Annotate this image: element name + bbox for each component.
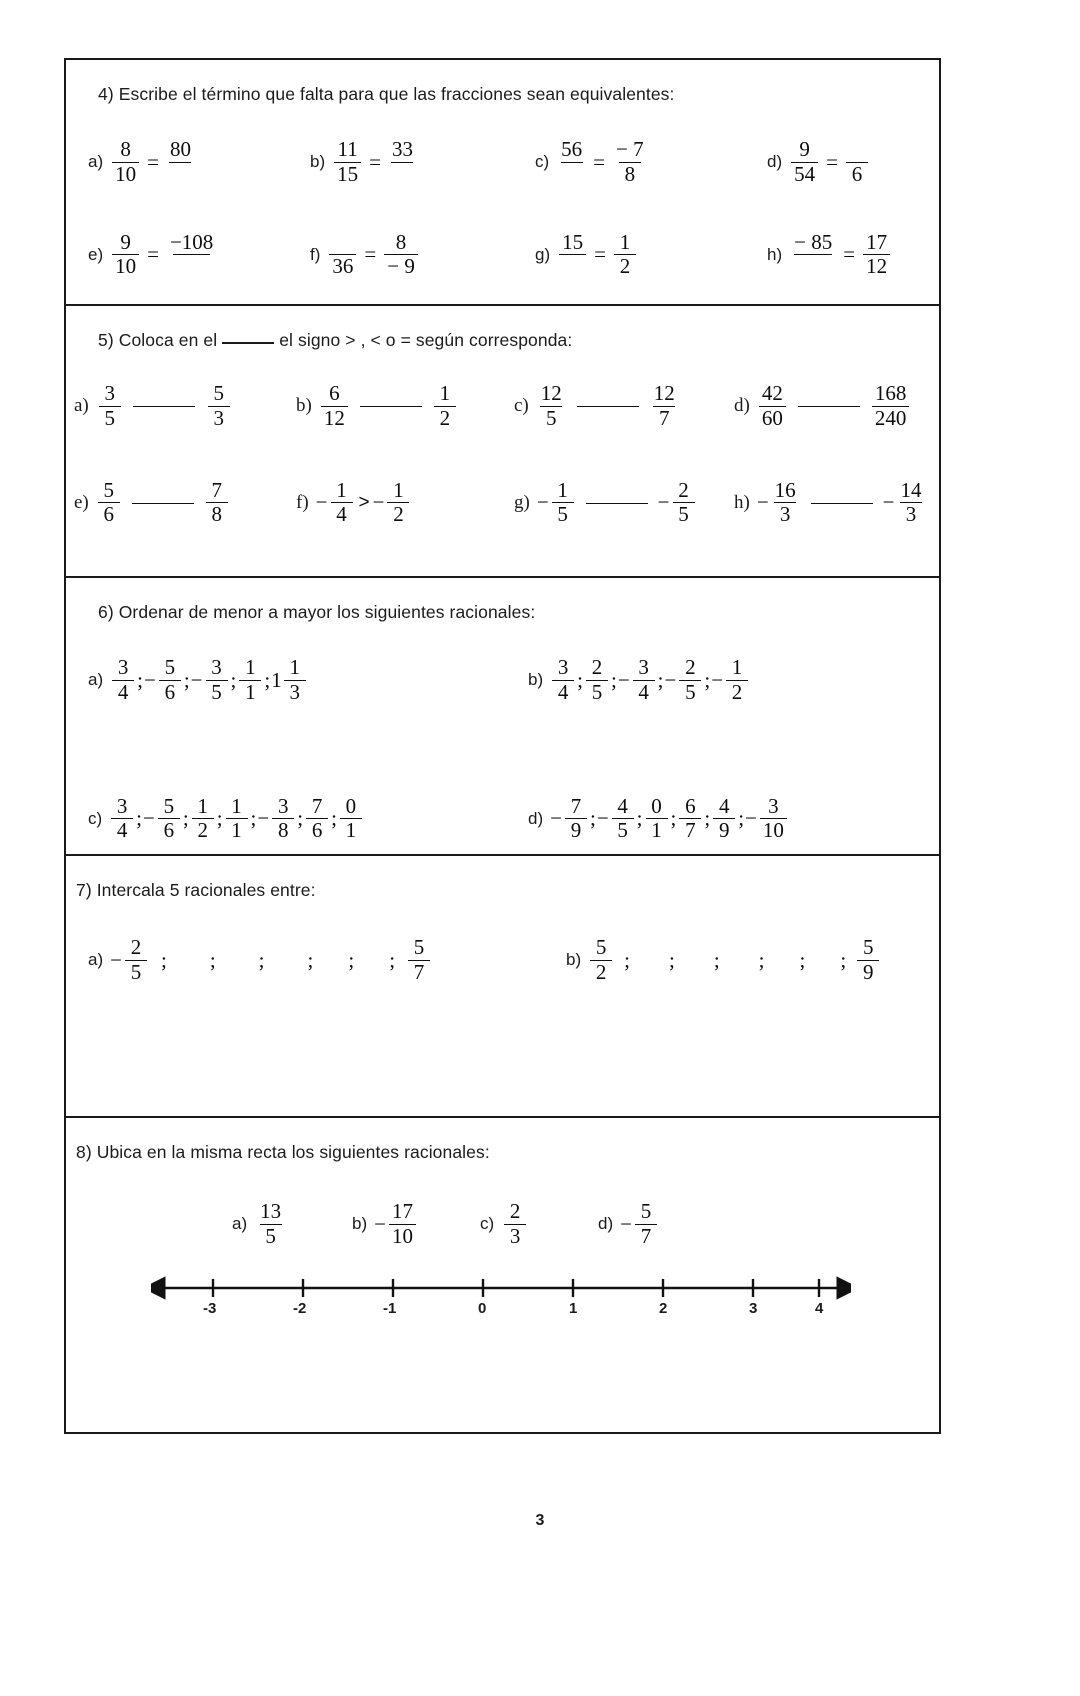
answer-blank[interactable] (133, 405, 195, 407)
equals-sign: = (826, 149, 838, 174)
fraction-right: $\frac{168}{240}$ (872, 383, 910, 430)
term-5: $\frac{3}{8}$ (272, 796, 294, 843)
end-fraction: $\frac{5}{7}$ (408, 937, 430, 984)
fraction-right: 80 (167, 139, 194, 186)
fraction-left: $\frac{1}{5}$ (552, 480, 574, 527)
separator-5: ; (799, 947, 806, 972)
comparison-c (536, 383, 680, 430)
exercise-5-row-1 (66, 383, 939, 430)
separator-2: ; (209, 947, 216, 972)
term-6: $\frac{3}{10}$ (760, 796, 787, 843)
separator-6: ; (840, 947, 847, 972)
item-label-c: c) (535, 152, 550, 172)
equation-d (789, 139, 870, 186)
separator-6: ; (389, 947, 396, 972)
comparison-e (96, 477, 230, 527)
term-2: $\frac{2}{5}$ (586, 657, 608, 704)
equals-sign: = (843, 242, 856, 267)
item-label-a: a) (88, 152, 104, 172)
exercise-8-item-c[interactable] (480, 1201, 598, 1248)
tick-label-6: 3 (749, 1299, 758, 1317)
fraction-right: $\frac{- 7}{8}$ (616, 137, 644, 186)
separator: ; (136, 806, 143, 831)
fraction-left: $\frac{8}{10}$ (112, 139, 139, 186)
exercise-4-item-b[interactable] (310, 139, 535, 186)
fraction: $\frac{13}{5}$ (260, 1199, 282, 1248)
exercise-5-item-b[interactable] (296, 383, 514, 430)
separator-4: ; (758, 947, 765, 972)
exercise-4-item-g[interactable] (535, 229, 767, 279)
exercise-8-block (64, 1118, 941, 1434)
sequence-d: − $\frac{7}{9}$ ; − $\frac{4}{5}$ ; $\frac{0}{1}$ ; $\frac{6}{7}$ ; $\frac{4}{9}$ ; − $\frac{3}{10}$ (550, 796, 789, 843)
exercise-sheet (64, 58, 941, 1434)
item-label-d: d) (598, 1214, 614, 1234)
exercise-6-row-2 (66, 793, 939, 843)
item-label-f: f) (296, 491, 309, 513)
fraction-right: 33 (389, 139, 416, 186)
exercise-4-heading: 4) Escribe el término que falta para que las fracciones sean equivalentes: (98, 84, 675, 104)
separator: ; (297, 806, 304, 831)
comparison-b (319, 383, 458, 430)
item-label-b: b) (566, 950, 582, 970)
fraction-right: $\frac{5}{3}$ (208, 383, 230, 430)
item-label-a: a) (88, 670, 104, 690)
term-6: $\frac{7}{6}$ (306, 796, 328, 843)
term-4: $\frac{1}{1}$ (239, 657, 261, 704)
fraction-left: $\frac{3}{5}$ (99, 383, 121, 430)
fraction-left: $\frac{5}{6}$ (98, 480, 120, 527)
exercise-5-block (64, 306, 941, 578)
exercise-8-item-b[interactable] (352, 1201, 480, 1248)
tick-label-5: 2 (659, 1299, 668, 1317)
exercise-5-row-2 (66, 477, 939, 527)
fraction-right: $\frac{1}{2}$ (434, 383, 456, 430)
fraction-left: $\frac{11}{15}$ (334, 139, 361, 186)
equals-sign: = (147, 242, 159, 267)
comparison-f: − $\frac{1}{4}$ > − $\frac{1}{2}$ (316, 480, 412, 527)
exercise-5-item-a[interactable] (74, 383, 296, 430)
exercise-6-item-c[interactable] (88, 793, 528, 843)
term-1: $\frac{3}{4}$ (552, 657, 574, 704)
rational-d: − $\frac{5}{7}$ (620, 1201, 659, 1248)
answer-blank[interactable] (811, 502, 873, 504)
equation-h (789, 229, 892, 279)
exercise-4-item-d[interactable] (767, 139, 870, 186)
answer-blank[interactable] (586, 502, 648, 504)
separator-3: ; (258, 947, 265, 972)
item-label-a: a) (232, 1214, 248, 1234)
rational-c (501, 1201, 528, 1248)
equation-c (556, 139, 648, 186)
answer-blank[interactable] (132, 502, 194, 504)
fraction-right: $\frac{1}{2}$ (387, 480, 409, 527)
term-2: $\frac{5}{6}$ (158, 796, 180, 843)
interval-a: − $\frac{2}{5}$ ; ; ; ; ; ; $\frac{5}{7}$ (110, 937, 432, 984)
equation-g (557, 229, 638, 279)
fraction-right: $\frac{2}{5}$ (673, 480, 695, 527)
equals-sign: = (364, 242, 377, 267)
comparison-g: − $\frac{1}{5}$ − $\frac{2}{5}$ (537, 480, 697, 527)
separator: ; (589, 806, 596, 831)
fraction-left: $\frac{1}{4}$ (331, 480, 353, 527)
term-2: $\frac{5}{6}$ (159, 657, 181, 704)
equals-sign: = (369, 149, 381, 174)
exercise-6-item-d[interactable] (528, 793, 789, 843)
separator: ; (636, 806, 643, 831)
exercise-5-item-h[interactable] (734, 477, 927, 527)
item-label-b: b) (528, 670, 544, 690)
equation-e (110, 229, 218, 279)
equals-sign: = (594, 242, 606, 267)
fraction-left: $\frac{42}{60}$ (759, 383, 786, 430)
item-label-c: c) (480, 1214, 495, 1234)
exercise-5-heading (66, 306, 939, 351)
separator: ; (738, 806, 745, 831)
number-line[interactable] (151, 1266, 851, 1336)
sequence-b: $\frac{3}{4}$ ; $\frac{2}{5}$ ; − $\frac{3}{4}$ ; − $\frac{2}{5}$ ; − $\frac{1}{2}$ (550, 657, 750, 704)
equals-sign: = (147, 149, 159, 174)
exercise-7-item-b[interactable] (566, 937, 881, 984)
item-label-f: f) (310, 244, 321, 264)
item-label-g: g) (514, 491, 530, 513)
page-number: 3 (535, 1512, 545, 1529)
separator-3: ; (713, 947, 720, 972)
fraction-left: $\frac{6}{12}$ (321, 383, 348, 430)
exercise-7-row-1 (66, 937, 939, 984)
item-label-d: d) (734, 395, 750, 417)
term-3: $\frac{1}{2}$ (192, 796, 214, 843)
fraction-right: $\frac{1}{2}$ (614, 232, 636, 279)
item-label-b: b) (296, 395, 312, 417)
exercise-4-item-a[interactable] (88, 139, 310, 186)
separator: ; (704, 667, 711, 692)
equation-f (327, 229, 419, 279)
separator: ; (331, 806, 337, 831)
separator: ; (264, 667, 271, 692)
exercise-8-items-row (66, 1201, 939, 1248)
item-label-c: c) (88, 808, 103, 828)
item-label-e: e) (74, 491, 89, 513)
term-3: $\frac{3}{4}$ (633, 657, 655, 704)
exercise-5-item-d[interactable] (734, 383, 911, 430)
fraction: $\frac{2}{3}$ (504, 1201, 526, 1248)
fraction-right: $\frac{8}{- 9}$ (384, 232, 418, 279)
separator: ; (250, 806, 257, 831)
fraction-right: $\frac{7}{8}$ (206, 480, 228, 527)
item-label-h: h) (767, 244, 783, 264)
term-1: $\frac{3}{4}$ (111, 796, 133, 843)
fraction-left: 15 (559, 232, 586, 279)
end-fraction: $\frac{5}{9}$ (857, 937, 879, 984)
answer-filled-sign[interactable]: > (358, 491, 369, 513)
answer-blank[interactable] (798, 405, 860, 407)
tick-label-4: 1 (569, 1299, 578, 1317)
item-label-a: a) (88, 950, 104, 970)
separator-4: ; (307, 947, 314, 972)
number-line-labels (151, 1300, 851, 1322)
exercise-5-heading-part2: el signo > , < o = según corresponda: (279, 330, 573, 350)
rational-b: − $\frac{17}{10}$ (374, 1201, 418, 1248)
term-4: $\frac{2}{5}$ (679, 657, 701, 704)
exercise-4-row-2 (66, 229, 939, 279)
exercise-4-item-h[interactable] (767, 229, 892, 279)
term-4: $\frac{1}{1}$ (226, 796, 248, 843)
item-label-g: g) (535, 244, 551, 264)
separator: ; (657, 667, 664, 692)
comparison-a (96, 383, 232, 430)
separator: ; (704, 806, 711, 831)
separator: ; (183, 667, 190, 692)
separator-2: ; (668, 947, 675, 972)
item-label-c: c) (514, 395, 529, 417)
term-5: $\frac{1}{3}$ (284, 657, 306, 704)
term-1: $\frac{7}{9}$ (565, 796, 587, 843)
equation-a (110, 139, 196, 186)
exercise-5-heading-part1: 5) Coloca en el (98, 330, 218, 350)
exercise-6-item-b[interactable] (528, 657, 750, 704)
interval-b (588, 937, 881, 984)
fraction-left: $\frac{9}{10}$ (112, 232, 139, 279)
tick-label-7: 4 (815, 1299, 824, 1317)
separator: ; (137, 667, 143, 692)
fraction-right: 6 (846, 139, 868, 186)
exercise-7-block (64, 856, 941, 1118)
exercise-6-heading: 6) Ordenar de menor a mayor los siguientes racionales: (98, 602, 536, 622)
tick-label-0: -3 (203, 1299, 217, 1317)
separator-1: ; (624, 947, 630, 972)
exercise-8-item-a[interactable] (232, 1201, 352, 1248)
term-2: $\frac{4}{5}$ (612, 796, 634, 843)
exercise-5-item-e[interactable] (74, 477, 296, 527)
fraction-left: $\frac{16}{3}$ (774, 477, 796, 527)
fraction: $\frac{17}{10}$ (389, 1201, 416, 1248)
separator-1: ; (160, 947, 167, 972)
exercise-6-item-a[interactable] (88, 657, 528, 704)
tick-label-3: 0 (478, 1299, 487, 1317)
equation-b (332, 139, 418, 186)
fraction-left: 56 (558, 139, 585, 186)
item-label-h: h) (734, 491, 750, 513)
fraction: $\frac{5}{7}$ (635, 1201, 657, 1248)
exercise-8-item-d[interactable] (598, 1201, 659, 1248)
term-7: $\frac{0}{1}$ (340, 796, 362, 843)
comparison-d (757, 383, 912, 430)
tick-label-2: -1 (383, 1299, 397, 1317)
fraction-right: $\frac{12}{7}$ (653, 381, 675, 430)
fraction-left: $\frac{12}{5}$ (540, 381, 562, 430)
term-5: $\frac{1}{2}$ (726, 657, 748, 704)
exercise-7-item-a[interactable] (88, 937, 566, 984)
item-label-b: b) (310, 152, 326, 172)
exercise-4-item-c[interactable] (535, 139, 767, 186)
tick-label-1: -2 (293, 1299, 307, 1317)
separator: ; (610, 667, 617, 692)
equals-sign: = (593, 149, 606, 174)
separator: ; (216, 806, 223, 831)
fraction-right: −108 (167, 232, 216, 279)
term-5-whole: 1 (271, 667, 282, 692)
start-fraction: $\frac{5}{2}$ (590, 937, 612, 984)
answer-blank[interactable] (577, 405, 639, 407)
fraction-left: − 85 (791, 232, 835, 279)
item-label-d: d) (528, 808, 544, 828)
separator: ; (230, 667, 237, 692)
term-3: $\frac{3}{5}$ (206, 657, 228, 704)
term-3: $\frac{0}{1}$ (646, 796, 668, 843)
exercise-8-heading: 8) Ubica en la misma recta los siguientes racionales: (76, 1142, 490, 1162)
fraction-left: $\frac{9}{54}$ (791, 139, 818, 186)
exercise-6-block (64, 578, 941, 856)
exercise-5-item-c[interactable] (514, 383, 734, 430)
separator: ; (670, 806, 677, 831)
start-fraction: $\frac{2}{5}$ (125, 937, 147, 984)
term-4: $\frac{6}{7}$ (679, 796, 701, 843)
exercise-7-heading: 7) Intercala 5 racionales entre: (76, 880, 316, 900)
exercise-4-item-e[interactable] (88, 229, 310, 279)
exercise-4-item-f[interactable] (310, 229, 535, 279)
comparison-h: − $\frac{16}{3}$ − $\frac{14}{3}$ (757, 480, 927, 527)
item-label-e: e) (88, 244, 104, 264)
fraction-left: 36 (329, 232, 356, 279)
separator: ; (182, 806, 189, 831)
exercise-5-item-f[interactable] (296, 477, 514, 527)
item-label-d: d) (767, 152, 783, 172)
exercise-5-item-g[interactable] (514, 477, 734, 527)
separator: ; (577, 667, 583, 692)
rational-a (254, 1201, 286, 1248)
term-5: $\frac{4}{9}$ (713, 796, 735, 843)
answer-blank-inline[interactable] (222, 342, 274, 344)
exercise-6-row-1 (66, 657, 939, 704)
sequence-a: $\frac{3}{4}$ ; − $\frac{5}{6}$ ; − $\frac{3}{5}$ ; $\frac{1}{1}$ ; 1 $\frac{1}{3}$ (110, 657, 308, 704)
exercise-4-block (64, 58, 941, 306)
term-1: $\frac{3}{4}$ (112, 657, 134, 704)
sequence-c: $\frac{3}{4}$ ; − $\frac{5}{6}$ ; $\frac{1}{2}$ ; $\frac{1}{1}$ ; − $\frac{3}{8}$ ; $\frac{7}{6}$ ; $\frac{0}{1}$ (109, 796, 364, 843)
item-label-a: a) (74, 395, 89, 417)
answer-blank[interactable] (360, 405, 422, 407)
separator-5: ; (348, 947, 355, 972)
fraction-right: $\frac{14}{3}$ (900, 477, 922, 527)
fraction-right: $\frac{17}{12}$ (863, 232, 890, 279)
exercise-4-row-1 (66, 139, 939, 186)
item-label-b: b) (352, 1214, 368, 1234)
